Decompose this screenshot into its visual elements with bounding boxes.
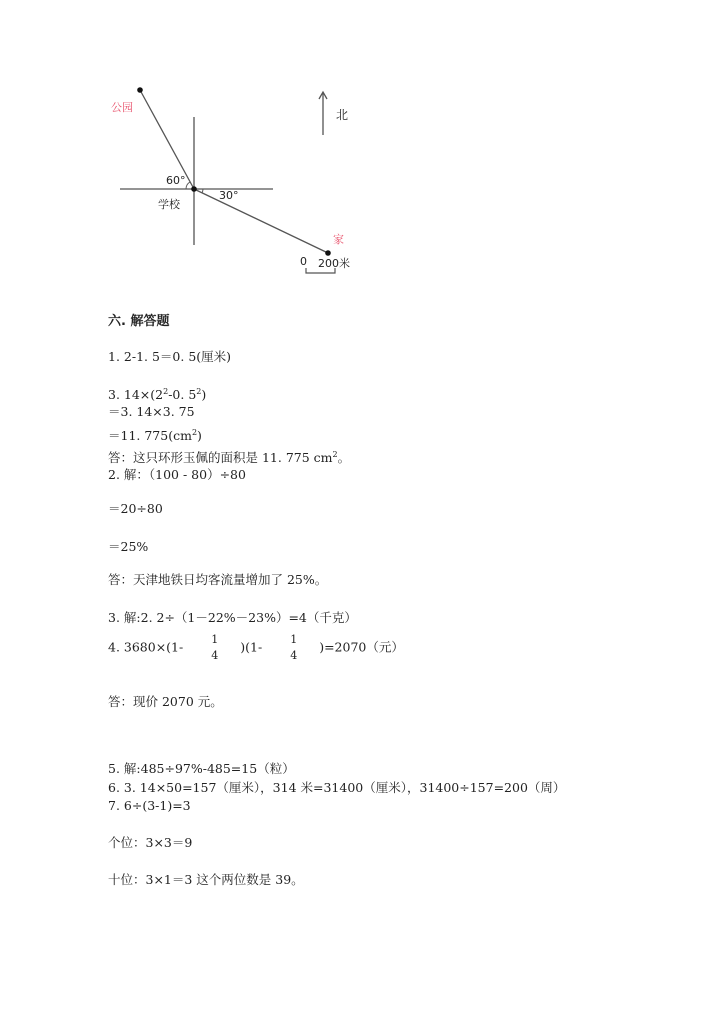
angle-arc-60 — [186, 182, 190, 189]
school-dot — [191, 186, 197, 192]
direction-diagram — [0, 0, 720, 300]
answer-line: ＝3. 14×3. 75 — [108, 404, 195, 419]
park-label: 公园 — [111, 101, 133, 114]
fraction: 1 4 — [211, 633, 219, 662]
answer-line: 6. 3. 14×50=157（厘米），314 米=31400（厘米），31400÷157=200（周） — [108, 780, 566, 795]
answer-line: ＝20÷80 — [108, 501, 163, 516]
answer-line: 答：这只环形玉佩的面积是 11. 775 $cm^2$。 — [108, 450, 351, 466]
answer-line: 4. 3680×(1- 1 4 )(1- 1 4 )=2070（元） — [108, 633, 404, 662]
angle-30-label: 30° — [219, 189, 239, 202]
answer-line: 2. 解：（100 - 80）÷80 — [108, 467, 246, 482]
answer-line: 个位：3×3＝9 — [108, 835, 193, 850]
answer-line: ＝25% — [108, 539, 149, 554]
answer-line: 答：天津地铁日均客流量增加了 25%。 — [108, 572, 328, 587]
answer-line: 十位：3×1＝3 这个两位数是 39。 — [108, 872, 304, 887]
angle-60-label: 60° — [166, 174, 186, 187]
scale-label: 200米 — [318, 257, 350, 270]
scale-zero-label: 0 — [300, 255, 307, 268]
section-title: 六. 解答题 — [108, 314, 170, 329]
answer-line: 1. 2-1. 5＝0. 5(厘米) — [108, 349, 232, 364]
school-label: 学校 — [158, 198, 180, 211]
answer-line: 7. 6÷(3-1)=3 — [108, 798, 191, 813]
home-label: 家 — [333, 233, 344, 246]
north-arrow-icon — [319, 92, 327, 135]
fraction: 1 4 — [290, 633, 298, 662]
answer-line: 3. 解:2. 2÷（1－22%－23%）=4（千克） — [108, 610, 357, 625]
park-dot — [137, 87, 143, 93]
answer-line: 答：现价 2070 元。 — [108, 694, 223, 709]
path-to-home — [194, 189, 328, 253]
answer-line: 5. 解:485÷97%-485=15（粒） — [108, 761, 295, 776]
north-label: 北 — [336, 108, 349, 122]
answer-line: 3. $14\times(2^2-0$. $5^2$) — [108, 387, 207, 403]
answer-line: ＝11. $775(cm^2)$ — [108, 428, 202, 444]
